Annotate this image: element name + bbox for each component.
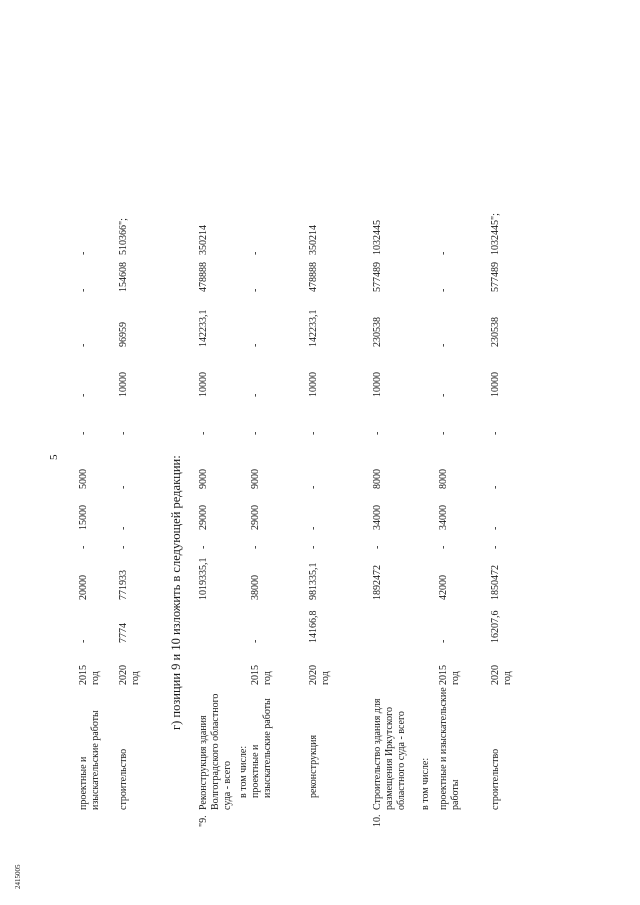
row-year: 2020 год	[490, 665, 513, 685]
row-name: строительство	[118, 748, 129, 810]
table-cell: -	[78, 393, 89, 397]
table-cell: 1019335,1	[198, 557, 209, 600]
table-cell: 154608	[118, 262, 129, 292]
table-cell: -	[438, 545, 449, 549]
table-cell: -	[438, 393, 449, 397]
row-year: 2020 год	[118, 665, 141, 685]
row-number: "9.	[198, 815, 209, 827]
table-cell: -	[308, 526, 319, 530]
table-cell: 1892472	[372, 565, 383, 600]
table-cell: -	[118, 431, 129, 435]
table-cell: -	[118, 485, 129, 489]
row-name: Реконструкция здания Волгоградского областного суда - всего	[198, 693, 233, 810]
table-cell: 20000	[78, 575, 89, 600]
table-cell: -	[78, 343, 89, 347]
table-cell: -	[118, 545, 129, 549]
table-cell: -	[78, 288, 89, 292]
document-code: 2415005	[14, 864, 22, 889]
table-cell: 230538	[490, 317, 501, 347]
row-year: 2015 год	[78, 665, 101, 685]
table-cell: -	[438, 343, 449, 347]
table-cell: -	[78, 639, 89, 643]
table-cell: 771933	[118, 570, 129, 600]
table-cell: 42000	[438, 575, 449, 600]
table-cell: 34000	[372, 505, 383, 530]
table-cell: 14166,8	[308, 610, 319, 643]
table-cell: 29000	[250, 505, 261, 530]
table-cell: -	[250, 288, 261, 292]
table-cell: 10000	[490, 372, 501, 397]
row-year: 2015 год	[250, 665, 273, 685]
row-name: проектные и изыскательские работы	[250, 698, 273, 798]
table-cell: -	[490, 431, 501, 435]
table-cell: -	[308, 485, 319, 489]
section-heading: г) позиции 9 и 10 изложить в следующей редакции:	[169, 455, 183, 730]
table-cell: -	[438, 431, 449, 435]
table-cell: -	[78, 545, 89, 549]
table-cell: 10000	[308, 372, 319, 397]
row-number: 10.	[372, 814, 383, 827]
table-cell: 8000	[372, 469, 383, 489]
table-cell: 510366";	[118, 218, 129, 255]
table-cell: -	[198, 545, 209, 549]
page-number: 5	[48, 454, 60, 460]
row-year: 2020 год	[308, 665, 331, 685]
table-cell: -	[250, 343, 261, 347]
table-cell: 9000	[198, 469, 209, 489]
table-cell: -	[78, 251, 89, 255]
table-cell: -	[250, 545, 261, 549]
table-cell: 142233,1	[198, 309, 209, 347]
row-name: строительство	[490, 748, 501, 810]
table-cell: -	[78, 431, 89, 435]
table-cell: -	[198, 431, 209, 435]
table-cell: 230538	[372, 317, 383, 347]
row-year: 2015 год	[438, 665, 461, 685]
table-cell: 38000	[250, 575, 261, 600]
table-cell: -	[372, 545, 383, 549]
table-cell: -	[118, 526, 129, 530]
table-cell: 478888	[198, 262, 209, 292]
table-cell: 7774	[118, 623, 129, 643]
table-cell: 10000	[372, 372, 383, 397]
table-cell: 350214	[308, 225, 319, 255]
table-cell: 1032445	[372, 220, 383, 255]
table-cell: -	[250, 251, 261, 255]
row-name: в том числе:	[420, 757, 431, 810]
table-cell: 16207,6	[490, 610, 501, 643]
table-cell: 15000	[78, 505, 89, 530]
table-cell: -	[250, 393, 261, 397]
table-cell: 478888	[308, 262, 319, 292]
table-cell: 1850472	[490, 565, 501, 600]
table-cell: 577489	[372, 262, 383, 292]
table-cell: 1032445";	[490, 213, 501, 255]
table-cell: -	[490, 485, 501, 489]
table-cell: -	[438, 639, 449, 643]
table-cell: 10000	[118, 372, 129, 397]
table-cell: -	[438, 251, 449, 255]
table-cell: -	[308, 545, 319, 549]
table-cell: 5000	[78, 469, 89, 489]
table-cell: 34000	[438, 505, 449, 530]
table-cell: -	[490, 526, 501, 530]
row-name: в том числе:	[238, 745, 249, 798]
table-cell: 981335,1	[308, 562, 319, 600]
table-cell: -	[438, 288, 449, 292]
row-name: проектные и изыскательские работы	[438, 687, 461, 810]
row-name: реконструкция	[308, 734, 319, 798]
table-cell: 350214	[198, 225, 209, 255]
table-cell: 96959	[118, 322, 129, 347]
table-cell: -	[372, 431, 383, 435]
table-cell: 142233,1	[308, 309, 319, 347]
table-cell: 29000	[198, 505, 209, 530]
row-name: проектные и изыскательские работы	[78, 710, 101, 810]
row-name: Строительство здания для размещения Иркутского областного суда - всего	[372, 698, 407, 810]
table-cell: 577489	[490, 262, 501, 292]
table-cell: 9000	[250, 469, 261, 489]
table-cell: 10000	[198, 372, 209, 397]
table-cell: 8000	[438, 469, 449, 489]
table-cell: -	[308, 431, 319, 435]
table-cell: -	[250, 431, 261, 435]
table-cell: -	[250, 639, 261, 643]
table-cell: -	[490, 545, 501, 549]
